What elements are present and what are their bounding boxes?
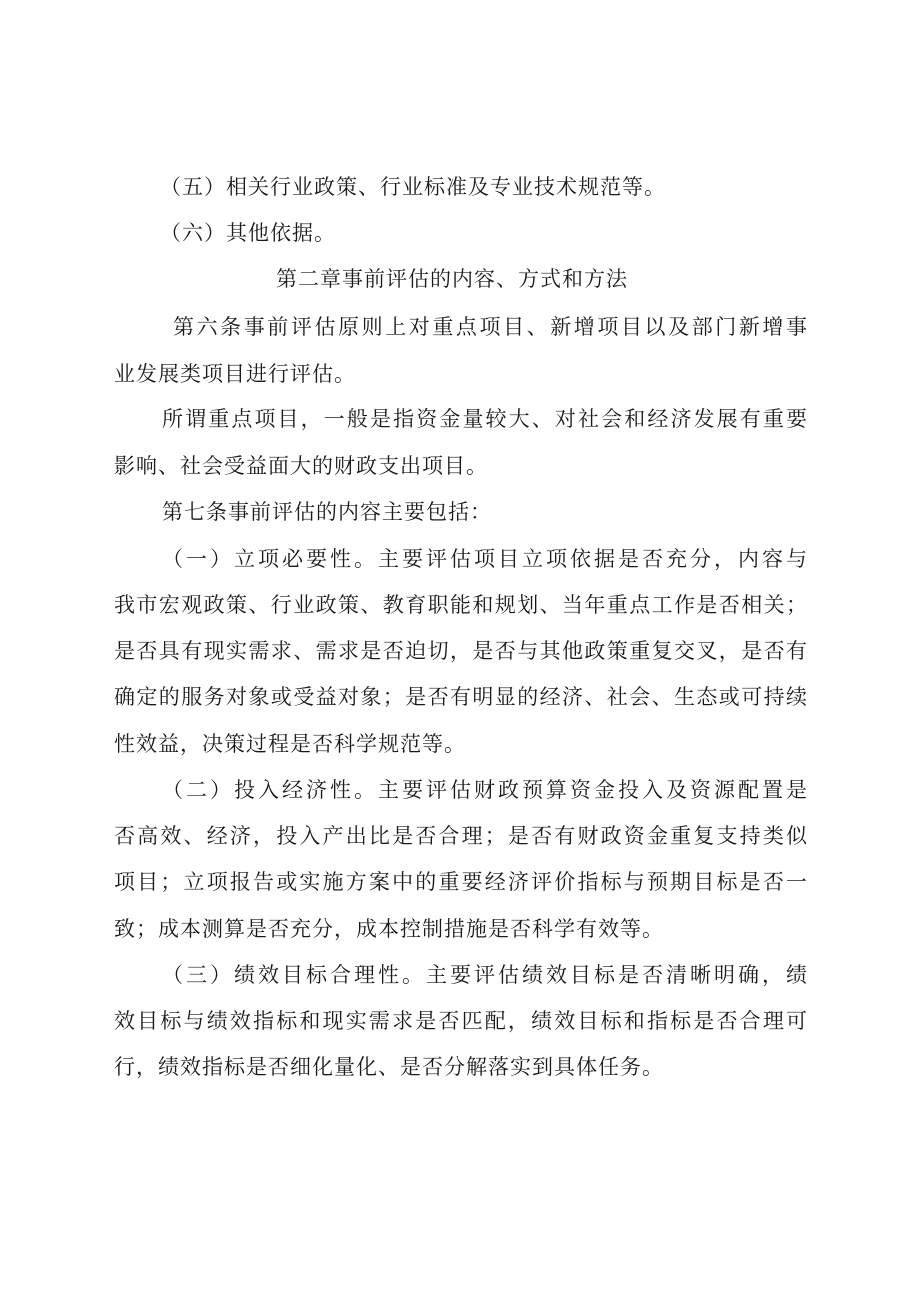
sub-3-line-2: 效目标与绩效指标和现实需求是否匹配，绩效目标和指标是否合理可 <box>114 1009 808 1033</box>
sub-3-line-3: 行，绩效指标是否细化量化、是否分解落实到具体任务。 <box>114 1055 664 1079</box>
item-5: （五）相关行业政策、行业标准及专业技术规范等。 <box>160 175 666 199</box>
sub-2-line-2: 否高效、经济，投入产出比是否合理；是否有财政资金重复支持类似 <box>114 824 808 848</box>
sub-3-line-1: （三）绩效目标合理性。主要评估绩效目标是否清晰明确，绩 <box>162 963 808 987</box>
key-projects-line-1: 所谓重点项目，一般是指资金量较大、对社会和经济发展有重要 <box>162 407 808 431</box>
article-7: 第七条事前评估的内容主要包括： <box>162 500 492 524</box>
sub-2-line-3: 项目；立项报告或实施方案中的重要经济评价指标与预期目标是否一 <box>114 870 808 894</box>
article-6-line-1: 第六条事前评估原则上对重点项目、新增项目以及部门新增事 <box>173 315 808 339</box>
sub-2-line-4: 致；成本测算是否充分，成本控制措施是否科学有效等。 <box>114 917 664 941</box>
chapter-title: 第二章事前评估的内容、方式和方法 <box>276 267 628 291</box>
sub-1-line-4: 确定的服务对象或受益对象；是否有明显的经济、社会、生态或可持续 <box>114 685 808 709</box>
sub-1-line-3: 是否具有现实需求、需求是否迫切，是否与其他政策重复交叉，是否有 <box>114 639 808 663</box>
sub-1-line-2: 我市宏观政策、行业政策、教育职能和规划、当年重点工作是否相关； <box>114 593 808 617</box>
sub-1-line-5: 性效益，决策过程是否科学规范等。 <box>114 732 466 756</box>
item-6: （六）其他依据。 <box>160 221 336 245</box>
key-projects-line-2: 影响、社会受益面大的财政支出项目。 <box>114 454 488 478</box>
sub-1-line-1: （一）立项必要性。主要评估项目立项依据是否充分，内容与 <box>162 547 808 571</box>
sub-2-line-1: （二）投入经济性。主要评估财政预算资金投入及资源配置是 <box>162 778 808 802</box>
article-6-line-2: 业发展类项目进行评估。 <box>114 362 356 386</box>
